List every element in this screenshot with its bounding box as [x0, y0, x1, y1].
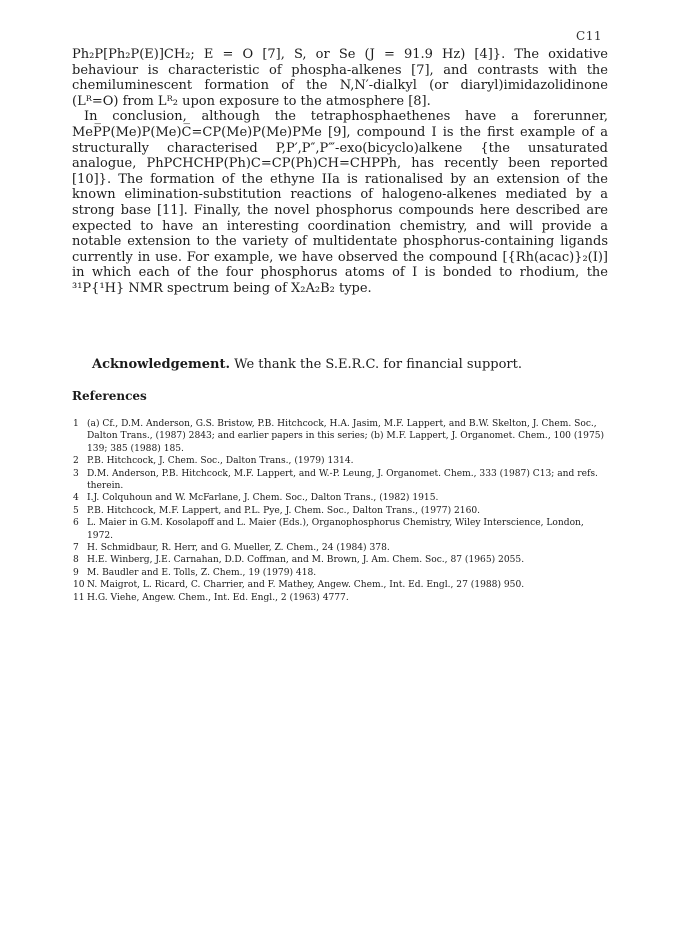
paragraph: In conclusion, although the tetraphosphaethenes have a forerunner, MeP̅P(Me)P(Me)C̅=CP(Me)P(Me)PMe [9], compound I is the first example of a structurally characterised P,P′,P″,P‴-exo(bicyclo)alkene {the unsaturated analogue, PhPCHCHP(Ph)C=CP(Ph)CH=CHPPh, has recently been reported [10]}. The formation of the ethyne IIa is rationalised by an extension of the known elimination-substitution reactions of halogeno-alkenes mediated by a strong base [11]. Finally, the novel phosphorus compounds here described are expected to have an interesting coordination chemistry, and will provide a notable extension to the variety of multidentate phosphorus-containing ligands currently in use. For example, we have observed the compound [{Rh(acac)}₂(I)] in which each of the four phosphorus atoms of I is bonded to rhodium, the ³¹P{¹H} NMR spectrum being of X₂A₂B₂ type.	[72, 109, 608, 296]
reference-number: 5	[73, 505, 79, 516]
reference-item	[72, 505, 610, 517]
reference-number: 2	[73, 456, 79, 467]
reference-number: 7	[73, 543, 79, 554]
body-text	[72, 47, 608, 297]
reference-text: D.M. Anderson, P.B. Hitchcock, M.F. Lappert, and W.-P. Leung, J. Organomet. Chem., 333 (1987) C13; and refs. therein.	[87, 468, 598, 492]
reference-number: 1	[73, 419, 79, 429]
reference-item	[72, 455, 610, 467]
reference-item	[72, 517, 610, 542]
reference-text: P.B. Hitchcock, J. Chem. Soc., Dalton Trans., (1979) 1314.	[87, 456, 354, 467]
reference-list	[72, 418, 610, 604]
reference-item	[72, 468, 610, 493]
reference-text: N. Maigrot, L. Ricard, C. Charrier, and F. Mathey, Angew. Chem., Int. Ed. Engl., 27 (1988) 950.	[87, 580, 525, 591]
page-number: C11	[576, 29, 602, 43]
reference-number: 10	[73, 580, 85, 591]
reference-text: H.G. Viehe, Angew. Chem., Int. Ed. Engl., 2 (1963) 4777.	[87, 592, 349, 603]
reference-text: P.B. Hitchcock, M.F. Lappert, and P.L. Pye, J. Chem. Soc., Dalton Trans., (1977) 2160.	[87, 505, 481, 516]
reference-item	[72, 542, 610, 554]
reference-text: (a) Cf., D.M. Anderson, G.S. Bristow, P.B. Hitchcock, H.A. Jasim, M.F. Lappert, and B.W. Skelton, J. Chem. Soc., Dalton Trans., (1987) 2843; and earlier papers in this series; (b) M.F. Lappert, J. Organomet. Chem., 100 (1975) 139; 385 (1988) 185.	[87, 419, 605, 454]
acknowledgement-text: We thank the S.E.R.C. for financial support.	[234, 357, 523, 372]
reference-item	[72, 567, 610, 579]
reference-text: L. Maier in G.M. Kosolapoff and L. Maier (Eds.), Organophosphorus Chemistry, Wiley Interscience, London, 1972.	[87, 518, 584, 541]
references-heading: References	[72, 389, 147, 403]
reference-text: H.E. Winberg, J.E. Carnahan, D.D. Coffman, and M. Brown, J. Am. Chem. Soc., 87 (1965) 2055.	[87, 555, 525, 566]
reference-item	[72, 418, 610, 455]
reference-number: 9	[73, 567, 79, 578]
reference-text: H. Schmidbaur, R. Herr, and G. Mueller, Z. Chem., 24 (1984) 378.	[87, 543, 390, 554]
reference-item	[72, 554, 610, 566]
reference-item	[72, 492, 610, 504]
reference-number: 4	[73, 493, 79, 504]
reference-text: M. Baudler and E. Tolls, Z. Chem., 19 (1979) 418.	[87, 567, 317, 578]
reference-number: 8	[73, 555, 79, 566]
reference-item	[72, 579, 610, 591]
reference-number: 3	[73, 468, 79, 479]
reference-number: 11	[73, 592, 85, 603]
acknowledgement	[92, 357, 612, 372]
acknowledgement-label: Acknowledgement.	[92, 357, 230, 372]
reference-text: I.J. Colquhoun and W. McFarlane, J. Chem. Soc., Dalton Trans., (1982) 1915.	[87, 493, 439, 504]
paragraph: Ph₂P[Ph₂P(E)]CH₂; E = O [7], S, or Se (J = 91.9 Hz) [4]}. The oxidative behaviour is characteristic of phospha-alkenes [7], and contrasts with the chemiluminescent formation of the N,N′-dialkyl (or diaryl)imidazolidinone (Lᴿ=O) from Lᴿ₂ upon exposure to the atmosphere [8].	[72, 47, 608, 109]
reference-item	[72, 592, 610, 604]
reference-number: 6	[73, 518, 79, 529]
